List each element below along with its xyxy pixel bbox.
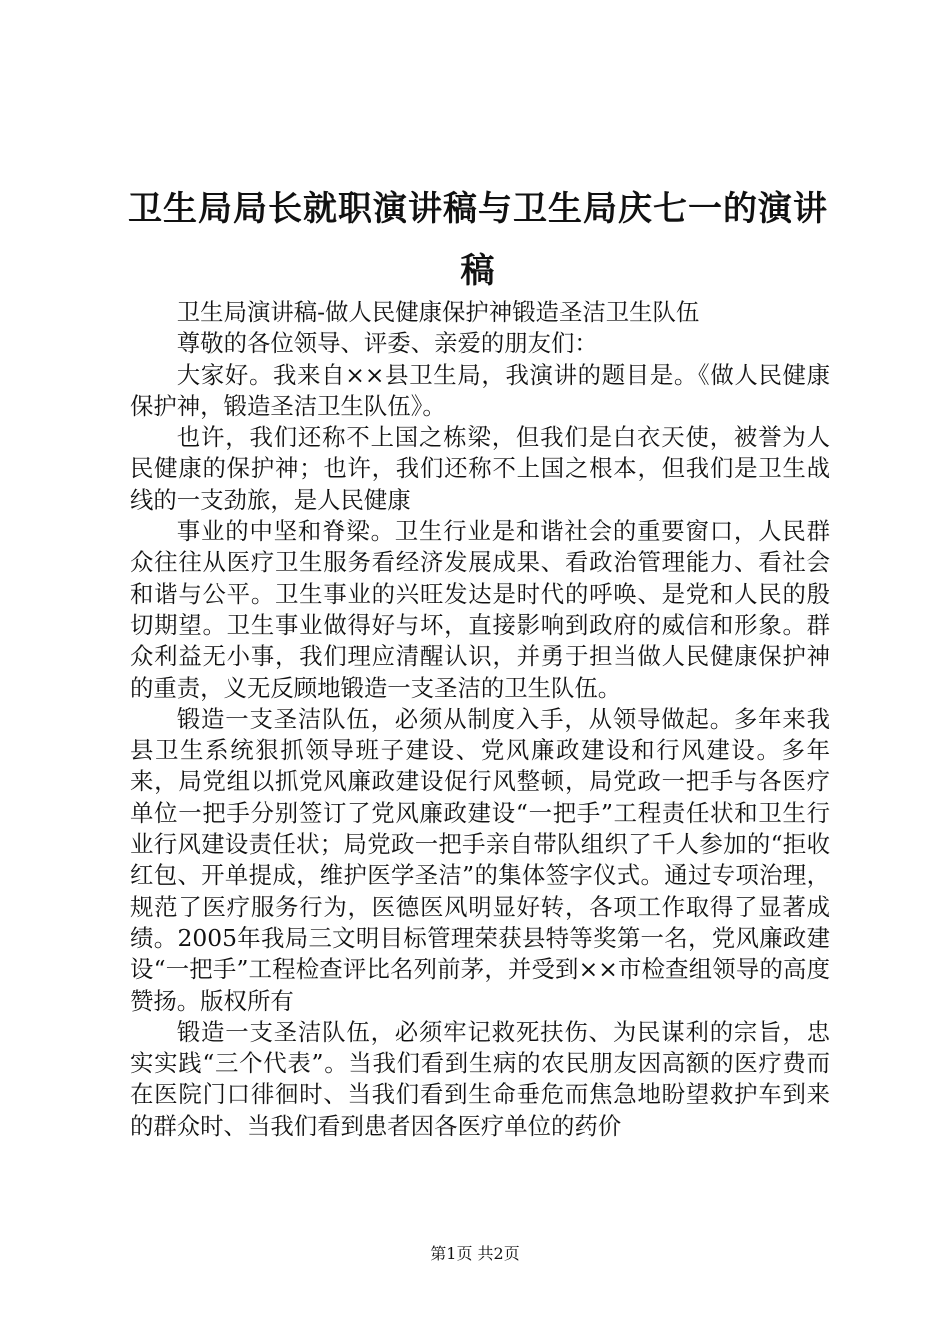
paragraph: 事业的中坚和脊梁。卫生行业是和谐社会的重要窗口，人民群众往往从医疗卫生服务看经济发展成果、看政治管理能力、看社会和谐与公平。卫生事业的兴旺发达是时代的呼唤、是党和人民的殷切期望。卫生事业做得好与坏，直接影响到政府的威信和形象。群众利益无小事，我们理应清醒认识，并勇于担当做人民健康保护神的重责，义无反顾地锻造一支圣洁的卫生队伍。	[130, 517, 830, 702]
document-title: 卫生局局长就职演讲稿与卫生局庆七一的演讲稿	[128, 189, 828, 291]
page-footer: 第1页 共2页	[430, 1244, 520, 1263]
paragraph: 大家好。我来自××县卫生局，我演讲的题目是。《做人民健康保护神，锻造圣洁卫生队伍》。	[130, 360, 830, 420]
paragraph: 锻造一支圣洁队伍，必须从制度入手，从领导做起。多年来我县卫生系统狠抓领导班子建设、党风廉政建设和行风建设。多年来，局党组以抓党风廉政建设促行风整顿，局党政一把手与各医疗单位一把手分别签订了党风廉政建设“一把手”工程责任状和卫生行业行风建设责任状；局党政一把手亲自带队组织了千人参加的“拒收红包、开单提成，维护医学圣洁”的集体签字仪式。通过专项治理，规范了医疗服务行为，医德医风明显好转，各项工作取得了显著成绩。2005年我局三文明目标管理荣获县特等奖第一名，党风廉政建设“一把手”工程检查评比名列前茅，并受到××市检查组领导的高度赞扬。版权所有	[130, 704, 830, 1015]
paragraph: 尊敬的各位领导、评委、亲爱的朋友们：	[176, 329, 598, 358]
paragraph: 也许，我们还称不上国之栋梁，但我们是白衣天使，被誉为人民健康的保护神；也许，我们还称不上国之根本，但我们是卫生战线的一支劲旅，是人民健康	[130, 423, 830, 514]
paragraph: 卫生局演讲稿-做人民健康保护神锻造圣洁卫生队伍	[176, 298, 700, 326]
paragraph: 锻造一支圣洁队伍，必须牢记救死扶伤、为民谋利的宗旨，忠实实践“三个代表”。当我们看到生病的农民朋友因高额的医疗费而在医院门口徘徊时、当我们看到生命垂危而焦急地盼望救护车到来的群众时、当我们看到患者因各医疗单位的药价	[130, 1017, 830, 1140]
document-body	[130, 297, 830, 1142]
